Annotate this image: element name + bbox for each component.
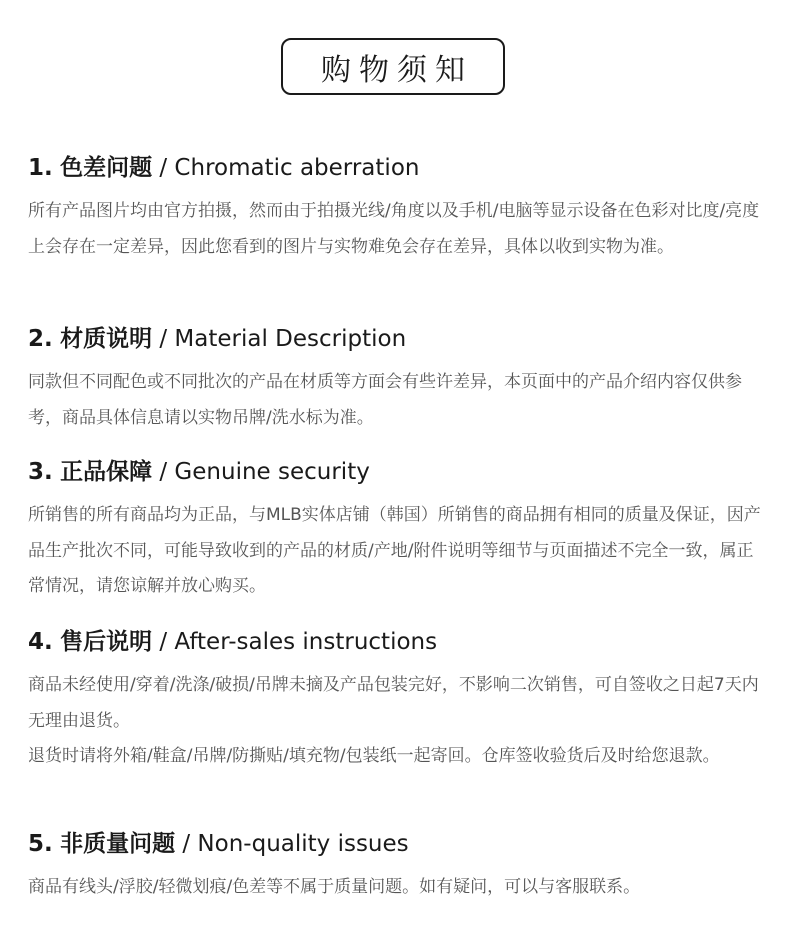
- section-title-cn: 正品保障: [60, 459, 153, 485]
- section-heading: [28, 457, 768, 487]
- section-number: 2.: [28, 326, 53, 352]
- section-after-sales: [28, 627, 768, 775]
- section-material: [28, 324, 768, 436]
- section-heading: [28, 829, 768, 859]
- section-heading: [28, 324, 768, 354]
- section-paragraph: 商品未经使用/穿着/洗涤/破损/吊牌未摘及产品包装完好，不影响二次销售，可自签收之日起7天内无理由退货。: [28, 675, 759, 731]
- section-title-cn: 材质说明: [60, 326, 153, 352]
- section-genuine: [28, 457, 768, 605]
- section-title-en: / After-sales instructions: [159, 629, 438, 655]
- section-non-quality: [28, 829, 768, 906]
- section-number: 3.: [28, 459, 53, 485]
- section-title-cn: 色差问题: [60, 155, 153, 181]
- section-number: 1.: [28, 155, 53, 181]
- section-title-cn: 非质量问题: [60, 831, 176, 857]
- section-paragraph: 所销售的所有商品均为正品，与MLB实体店铺（韩国）所销售的商品拥有相同的质量及保证，因产品生产批次不同，可能导致收到的产品的材质/产地/附件说明等细节与页面描述不完全一致，属正常情况，请您谅解并放心购买。: [28, 505, 761, 596]
- section-title-en: / Chromatic aberration: [159, 155, 420, 181]
- section-heading: [28, 153, 768, 183]
- title-box: [281, 38, 505, 95]
- section-paragraph: 所有产品图片均由官方拍摄，然而由于拍摄光线/角度以及手机/电脑等显示设备在色彩对比度/亮度上会存在一定差异，因此您看到的图片与实物难免会存在差异，具体以收到实物为准。: [28, 201, 760, 257]
- section-number: 5.: [28, 831, 53, 857]
- section-heading: [28, 627, 768, 657]
- section-paragraph: 同款但不同配色或不同批次的产品在材质等方面会有些许差异，本页面中的产品介绍内容仅供参考，商品具体信息请以实物吊牌/洗水标为准。: [28, 372, 742, 428]
- page-title: 购物须知: [321, 52, 473, 88]
- section-paragraph: 商品有线头/浮胶/轻微划痕/色差等不属于质量问题。如有疑问，可以与客服联系。: [28, 877, 641, 897]
- section-title-en: / Genuine security: [159, 459, 370, 485]
- section-number: 4.: [28, 629, 53, 655]
- section-paragraph: 退货时请将外箱/鞋盒/吊牌/防撕贴/填充物/包装纸一起寄回。仓库签收验货后及时给您退款。: [28, 746, 720, 766]
- section-color-difference: [28, 153, 768, 265]
- section-title-en: / Material Description: [159, 326, 407, 352]
- section-title-cn: 售后说明: [60, 629, 153, 655]
- section-title-en: / Non-quality issues: [182, 831, 409, 857]
